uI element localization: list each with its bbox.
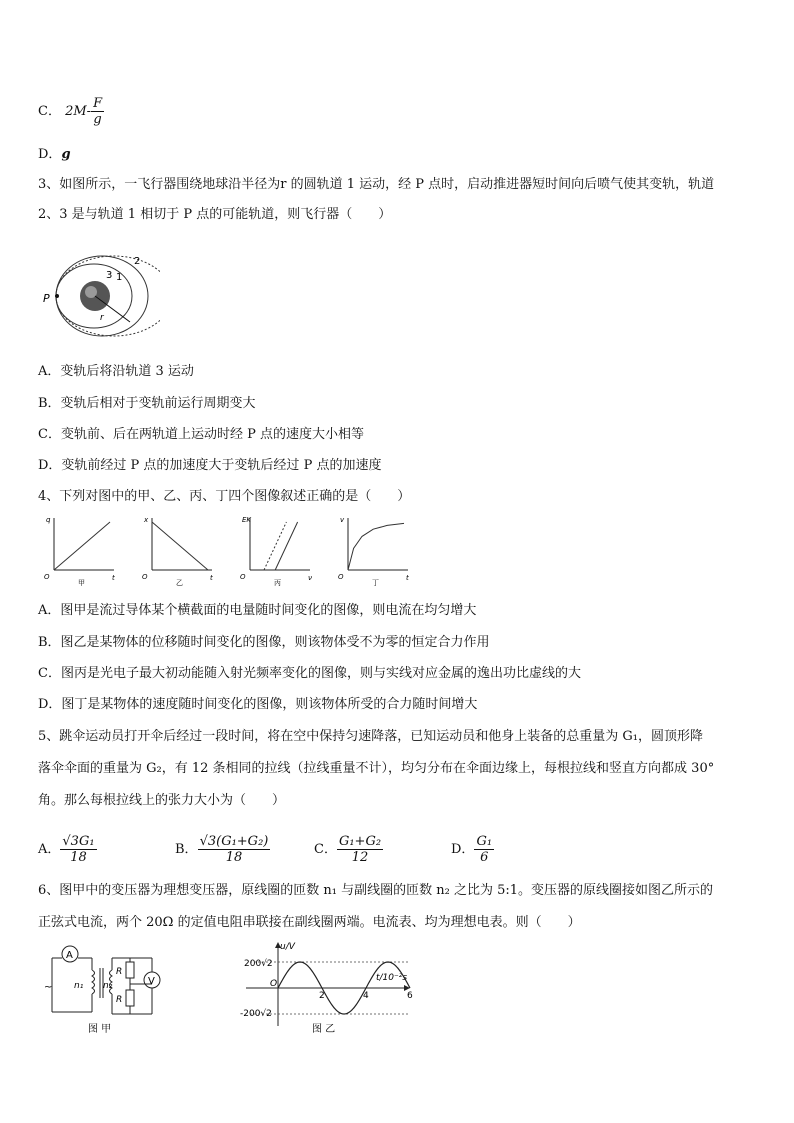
- q4-option-a: A．图甲是流过导体某个横截面的电量随时间变化的图像，则电流在均匀增大: [38, 603, 477, 618]
- q4-graph-3: [234, 512, 314, 588]
- graph-ylabel: EK: [242, 516, 252, 524]
- q4-option-c: C．图丙是光电子最大初动能随入射光频率变化的图像，则与实线对应金属的逸出功比虚线的大: [38, 666, 581, 681]
- q5-option-b-label: B．: [175, 842, 198, 857]
- q2-option-d-text: g: [61, 147, 71, 162]
- q5-option-d-label: D．: [451, 842, 475, 857]
- q6-stem-line1: 6、图甲中的变压器为理想变压器，原线圈的匝数 n₁ 与副线圈的匝数 n₂ 之比为 5:1。变压器的原线圈接如图乙所示的: [38, 883, 714, 898]
- q5-option-b: [175, 834, 270, 865]
- fraction-numerator: G₁+G₂: [338, 834, 382, 849]
- wave-tick-label: 4: [363, 991, 369, 1001]
- label-orbit-3: 3: [106, 270, 113, 281]
- wave-xlabel: t/10⁻²s: [376, 973, 408, 983]
- graph-ylabel: x: [144, 516, 149, 524]
- q3-stem-line2: 2、3 是与轨道 1 相切于 P 点的可能轨道，则飞行器（ ）: [38, 207, 392, 222]
- point-p: [55, 294, 59, 298]
- graph-xlabel: t: [406, 574, 409, 582]
- q3-option-d: D．变轨前经过 P 点的加速度大于变轨后经过 P 点的加速度: [38, 458, 382, 473]
- q3-option-a: A．变轨后将沿轨道 3 运动: [38, 364, 194, 379]
- fraction-numerator: √3G₁: [62, 834, 95, 849]
- graph-origin: O: [338, 573, 344, 581]
- q2-option-d: [38, 146, 71, 164]
- wave-ticks: [319, 991, 413, 1001]
- fraction-numerator: G₁: [476, 834, 493, 849]
- graph-series-line: [264, 522, 286, 570]
- resistor-1-label: R: [116, 967, 123, 977]
- fraction-numerator: √3(G₁+G₂): [199, 834, 269, 849]
- fraction-denominator: g: [93, 112, 102, 127]
- primary-coil-icon: [92, 970, 95, 994]
- graph-caption: 甲: [78, 579, 85, 587]
- q2-option-c-fraction: [91, 96, 104, 127]
- source-symbol: ~: [44, 982, 53, 993]
- q4-option-d: D．图丁是某物体的速度随时间变化的图像，则该物体所受的合力随时间增大: [38, 697, 478, 712]
- graph-origin: O: [142, 573, 148, 581]
- graph-ylabel: q: [46, 516, 51, 524]
- q2-option-d-label: D．: [38, 147, 62, 162]
- q5-option-c-label: C．: [314, 842, 337, 857]
- label-orbit-1: 1: [116, 272, 123, 283]
- q4-graph-4: [332, 512, 412, 588]
- resistor-2-label: R: [116, 995, 123, 1005]
- q5-option-b-fraction: [198, 834, 271, 865]
- q5-option-c: [314, 834, 383, 865]
- q4-graph-1: [38, 512, 118, 588]
- q5-option-d-fraction: [474, 834, 494, 865]
- circuit-diagram: [40, 940, 170, 1040]
- wave-ylabel: u/V: [280, 942, 295, 952]
- wave-ymax: 200√2: [244, 959, 273, 969]
- fraction-denominator: 18: [70, 850, 87, 865]
- q5-option-a: [38, 834, 97, 865]
- fraction-denominator: 12: [351, 850, 369, 865]
- voltmeter-label: V: [148, 976, 155, 987]
- q2-option-c: [38, 96, 104, 127]
- waveform-chart: [236, 940, 416, 1038]
- graph-caption: 乙: [176, 579, 183, 587]
- q3-stem-line1: 3、如图所示，一飞行器围绕地球沿半径为r 的圆轨道 1 运动，经 P 点时，启动推进器短时间向后喷气使其变轨，轨道: [38, 177, 715, 192]
- graph-series-line: [54, 522, 110, 570]
- q2-option-c-label: C．: [38, 104, 61, 119]
- graph-caption: 丙: [274, 579, 281, 587]
- fraction-numerator: F: [93, 96, 103, 111]
- fraction-denominator: 6: [480, 850, 489, 865]
- wave-tick-label: 6: [407, 991, 413, 1001]
- graph-xlabel: t: [112, 574, 115, 582]
- q5-option-c-fraction: [337, 834, 383, 865]
- wave-ymin: -200√2: [240, 1009, 272, 1019]
- q4-option-b: B．图乙是某物体的位移随时间变化的图像，则该物体受不为零的恒定合力作用: [38, 635, 490, 650]
- graph-ylabel: v: [340, 516, 345, 524]
- q5-option-a-fraction: [60, 834, 96, 865]
- circuit-caption: 图 甲: [88, 1024, 112, 1035]
- q5-stem-line3: 角。那么每根拉线上的张力大小为（ ）: [38, 793, 286, 808]
- n2-label: n₂: [103, 981, 113, 991]
- label-r: r: [100, 313, 104, 323]
- q5-option-a-label: A．: [38, 842, 61, 857]
- q5-option-d: [451, 834, 494, 865]
- q3-option-b: B．变轨后相对于变轨前运行周期变大: [38, 396, 256, 411]
- graph-xlabel: ν: [308, 574, 312, 582]
- resistor-1: [126, 962, 134, 978]
- graph-origin: O: [240, 573, 246, 581]
- graph-xlabel: t: [210, 574, 213, 582]
- wave-caption: 图 乙: [312, 1024, 336, 1035]
- graph-caption: 丁: [372, 579, 379, 587]
- q5-stem-line1: 5、跳伞运动员打开伞后经过一段时间，将在空中保持匀速降落，已知运动员和他身上装备的总重量为 G₁，圆顶形降: [38, 729, 704, 744]
- graph-series-line: [152, 522, 208, 570]
- label-p: P: [43, 292, 50, 305]
- q6-stem-line2: 正弦式电流，两个 20Ω 的定值电阻串联接在副线圈两端。电流表、均为理想电表。则（ ）: [38, 915, 581, 930]
- ammeter-label: A: [66, 950, 73, 961]
- graph-series-line: [348, 523, 404, 570]
- graph-origin: O: [44, 573, 50, 581]
- q2-option-c-prefix: 2M-: [65, 104, 92, 119]
- wave-origin: O: [270, 979, 278, 989]
- q4-stem: 4、下列对图中的甲、乙、丙、丁四个图像叙述正确的是（ ）: [38, 489, 411, 504]
- q5-options: [38, 826, 538, 868]
- orbit-figure: [40, 250, 160, 340]
- graph-series-line: [275, 522, 297, 570]
- q5-stem-line2: 落伞伞面的重量为 G₂，有 12 条相同的拉线（拉线重量不计），均匀分布在伞面边缘上，每根拉线和竖直方向都成 30°: [38, 761, 715, 776]
- wave-tick-label: 2: [319, 991, 325, 1001]
- q4-graphs: [38, 512, 418, 590]
- q4-graph-2: [136, 512, 216, 588]
- resistor-2: [126, 990, 134, 1006]
- label-orbit-2: 2: [134, 256, 141, 267]
- n1-label: n₁: [74, 981, 84, 991]
- fraction-denominator: 18: [225, 850, 243, 865]
- q3-option-c: C．变轨前、后在两轨道上运动时经 P 点的速度大小相等: [38, 427, 364, 442]
